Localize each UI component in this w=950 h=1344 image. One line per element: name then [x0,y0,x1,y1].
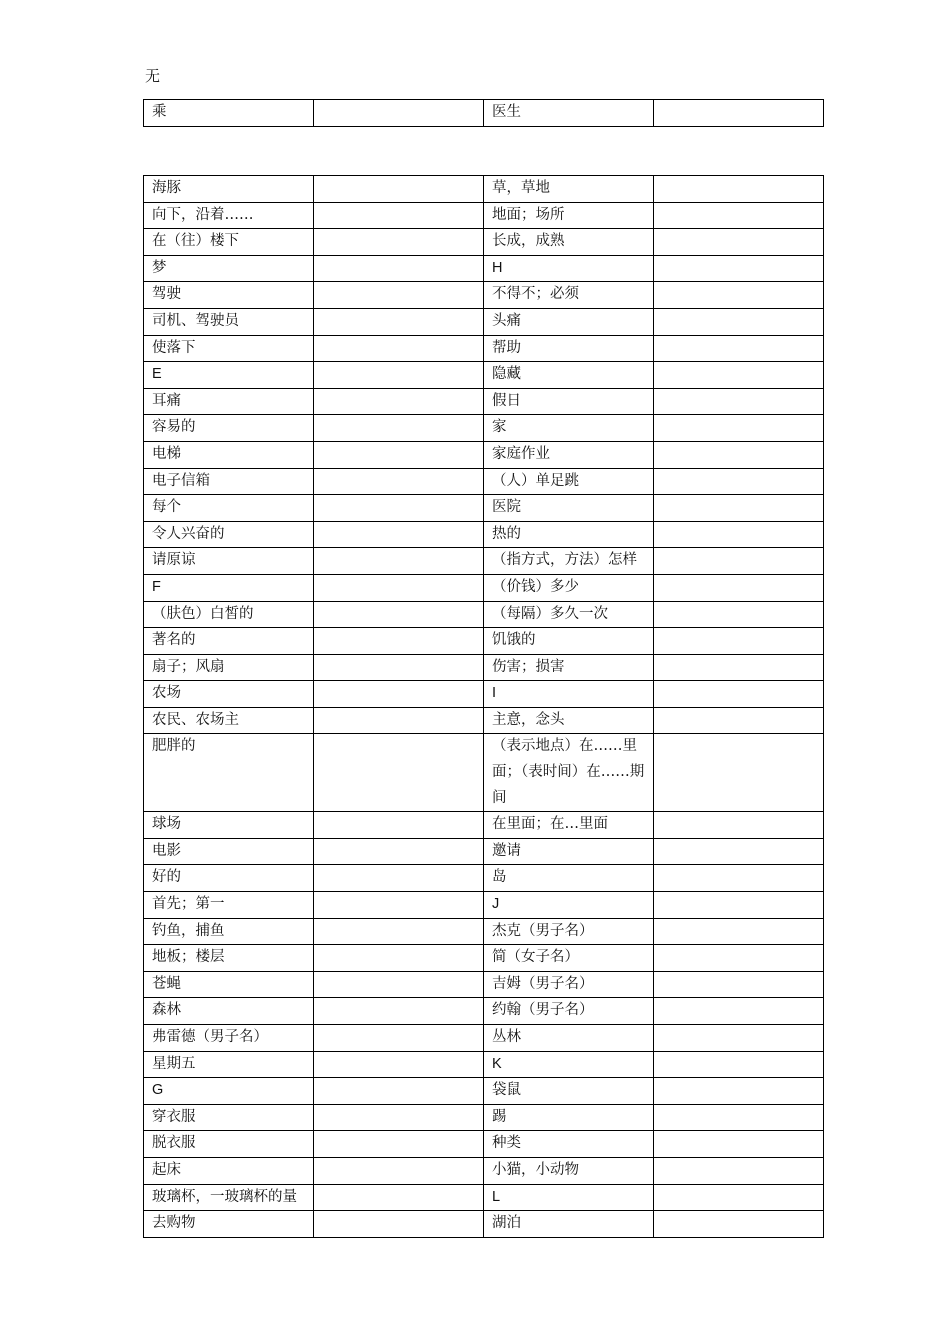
answer-cell[interactable] [654,707,824,734]
table-row [144,255,824,282]
answer-cell[interactable] [654,1078,824,1105]
answer-cell[interactable] [314,1157,484,1184]
answer-cell[interactable] [314,308,484,335]
answer-cell[interactable] [654,628,824,655]
answer-cell[interactable] [314,521,484,548]
answer-cell[interactable] [314,1211,484,1238]
chinese-meaning-cell: 假日 [484,388,654,415]
chinese-meaning-cell: 简（女子名） [484,945,654,972]
table-row [144,1078,824,1105]
chinese-meaning-cell: 乘 [144,100,314,127]
chinese-meaning-cell: 吉姆（男子名） [484,971,654,998]
chinese-meaning-cell: 电梯 [144,441,314,468]
chinese-meaning-cell: 邀请 [484,838,654,865]
answer-cell[interactable] [314,468,484,495]
answer-cell[interactable] [314,229,484,256]
table-row [144,335,824,362]
answer-cell[interactable] [314,388,484,415]
chinese-meaning-cell: 帮助 [484,335,654,362]
chinese-meaning-cell: 司机、驾驶员 [144,308,314,335]
table-row [144,1184,824,1211]
chinese-meaning-cell: （每隔）多久一次 [484,601,654,628]
chinese-meaning-cell: 星期五 [144,1051,314,1078]
chinese-meaning-cell: 长成，成熟 [484,229,654,256]
answer-cell[interactable] [654,282,824,309]
answer-cell[interactable] [654,812,824,839]
chinese-meaning-cell: 每个 [144,495,314,522]
answer-cell[interactable] [314,1184,484,1211]
answer-cell[interactable] [654,865,824,892]
chinese-meaning-cell: 弗雷德（男子名） [144,1025,314,1052]
chinese-meaning-cell: 在（往）楼下 [144,229,314,256]
answer-cell[interactable] [314,335,484,362]
answer-cell[interactable] [654,734,824,812]
chinese-meaning-cell: 请原谅 [144,548,314,575]
answer-cell[interactable] [654,945,824,972]
answer-cell[interactable] [654,574,824,601]
chinese-meaning-cell: J [484,892,654,919]
answer-cell[interactable] [654,1104,824,1131]
chinese-meaning-cell: 首先；第一 [144,892,314,919]
answer-cell[interactable] [314,548,484,575]
chinese-meaning-cell: 草，草地 [484,176,654,203]
chinese-meaning-cell: 著名的 [144,628,314,655]
chinese-meaning-cell: 电影 [144,838,314,865]
chinese-meaning-cell: K [484,1051,654,1078]
chinese-meaning-cell: 丛林 [484,1025,654,1052]
table-row [144,892,824,919]
table-row [144,998,824,1025]
chinese-meaning-cell: E [144,362,314,389]
chinese-meaning-cell: 医院 [484,495,654,522]
table-row [144,812,824,839]
table-row [144,574,824,601]
answer-cell[interactable] [654,100,824,127]
table-row [144,734,824,812]
chinese-meaning-cell: （肤色）白皙的 [144,601,314,628]
answer-cell[interactable] [654,415,824,442]
answer-cell[interactable] [654,1184,824,1211]
chinese-meaning-cell: 湖泊 [484,1211,654,1238]
chinese-meaning-cell: 扇子；风扇 [144,654,314,681]
answer-cell[interactable] [314,495,484,522]
table-row [144,415,824,442]
table-row [144,838,824,865]
chinese-meaning-cell: 好的 [144,865,314,892]
chinese-meaning-cell: 去购物 [144,1211,314,1238]
table-row [144,628,824,655]
page-heading: 无 [145,67,161,85]
chinese-meaning-cell: 隐藏 [484,362,654,389]
table-row [144,495,824,522]
chinese-meaning-cell: 穿衣服 [144,1104,314,1131]
table-row [144,707,824,734]
answer-cell[interactable] [654,838,824,865]
chinese-meaning-cell: （人）单足跳 [484,468,654,495]
answer-cell[interactable] [314,945,484,972]
chinese-meaning-cell: 种类 [484,1131,654,1158]
chinese-meaning-cell: 使落下 [144,335,314,362]
chinese-meaning-cell: 饥饿的 [484,628,654,655]
answer-cell[interactable] [654,495,824,522]
chinese-meaning-cell: 家庭作业 [484,441,654,468]
table-row [144,176,824,203]
chinese-meaning-cell: 农民、农场主 [144,707,314,734]
table-row [144,100,824,127]
chinese-meaning-cell: 地面；场所 [484,202,654,229]
table-row [144,362,824,389]
answer-cell[interactable] [314,812,484,839]
chinese-meaning-cell: 森林 [144,998,314,1025]
chinese-meaning-cell: 头痛 [484,308,654,335]
table-row [144,1104,824,1131]
answer-cell[interactable] [654,892,824,919]
chinese-meaning-cell: 伤害；损害 [484,654,654,681]
chinese-meaning-cell: 苍蝇 [144,971,314,998]
chinese-meaning-cell: 杰克（男子名） [484,918,654,945]
chinese-meaning-cell: 热的 [484,521,654,548]
chinese-meaning-cell: 脱衣服 [144,1131,314,1158]
chinese-meaning-cell: 踢 [484,1104,654,1131]
table-row [144,1051,824,1078]
chinese-meaning-cell: 海豚 [144,176,314,203]
answer-cell[interactable] [314,628,484,655]
answer-cell[interactable] [654,441,824,468]
answer-cell[interactable] [654,202,824,229]
answer-cell[interactable] [654,654,824,681]
answer-cell[interactable] [314,707,484,734]
chinese-meaning-cell: 梦 [144,255,314,282]
answer-cell[interactable] [314,734,484,812]
chinese-meaning-cell: 驾驶 [144,282,314,309]
table-row [144,441,824,468]
table-row [144,1025,824,1052]
chinese-meaning-cell: I [484,681,654,708]
table-row [144,308,824,335]
table-row [144,681,824,708]
answer-cell[interactable] [314,176,484,203]
chinese-meaning-cell: 农场 [144,681,314,708]
answer-cell[interactable] [314,971,484,998]
answer-cell[interactable] [654,362,824,389]
answer-cell[interactable] [654,176,824,203]
answer-cell[interactable] [654,1025,824,1052]
answer-cell[interactable] [314,654,484,681]
answer-cell[interactable] [314,1025,484,1052]
chinese-meaning-cell: 小猫，小动物 [484,1157,654,1184]
answer-cell[interactable] [654,229,824,256]
table-row [144,918,824,945]
answer-cell[interactable] [654,681,824,708]
chinese-meaning-cell: F [144,574,314,601]
chinese-meaning-cell: 约翰（男子名） [484,998,654,1025]
table-row [144,282,824,309]
answer-cell[interactable] [314,574,484,601]
answer-cell[interactable] [314,1104,484,1131]
table-row [144,945,824,972]
answer-cell[interactable] [654,308,824,335]
chinese-meaning-cell: 在里面；在…里面 [484,812,654,839]
chinese-meaning-cell: 肥胖的 [144,734,314,812]
answer-cell[interactable] [314,202,484,229]
table-row [144,1131,824,1158]
chinese-meaning-cell: 岛 [484,865,654,892]
answer-cell[interactable] [654,1051,824,1078]
answer-cell[interactable] [314,865,484,892]
answer-cell[interactable] [654,1131,824,1158]
table-row [144,1157,824,1184]
main-vocab-table [143,175,824,1238]
chinese-meaning-cell: （指方式，方法）怎样 [484,548,654,575]
chinese-meaning-cell: 家 [484,415,654,442]
answer-cell[interactable] [314,415,484,442]
top-vocab-table [143,99,824,127]
answer-cell[interactable] [314,892,484,919]
answer-cell[interactable] [654,1157,824,1184]
answer-cell[interactable] [314,1078,484,1105]
chinese-meaning-cell: 钓鱼，捕鱼 [144,918,314,945]
chinese-meaning-cell: G [144,1078,314,1105]
table-row [144,865,824,892]
answer-cell[interactable] [654,255,824,282]
chinese-meaning-cell: 主意，念头 [484,707,654,734]
chinese-meaning-cell: L [484,1184,654,1211]
chinese-meaning-cell: （表示地点）在……里面；（表时间）在……期间 [484,734,654,812]
table-row [144,971,824,998]
chinese-meaning-cell: 玻璃杯，一玻璃杯的量 [144,1184,314,1211]
table-row [144,548,824,575]
table-row [144,388,824,415]
answer-cell[interactable] [654,468,824,495]
table-row [144,229,824,256]
answer-cell[interactable] [314,362,484,389]
table-row [144,1211,824,1238]
answer-cell[interactable] [314,100,484,127]
chinese-meaning-cell: H [484,255,654,282]
table-row [144,521,824,548]
chinese-meaning-cell: 不得不；必须 [484,282,654,309]
answer-cell[interactable] [314,681,484,708]
answer-cell[interactable] [654,918,824,945]
answer-cell[interactable] [654,601,824,628]
answer-cell[interactable] [314,998,484,1025]
table-row [144,202,824,229]
chinese-meaning-cell: 电子信箱 [144,468,314,495]
chinese-meaning-cell: 向下，沿着…… [144,202,314,229]
chinese-meaning-cell: 袋鼠 [484,1078,654,1105]
chinese-meaning-cell: 地板；楼层 [144,945,314,972]
answer-cell[interactable] [654,548,824,575]
table-row [144,468,824,495]
chinese-meaning-cell: 球场 [144,812,314,839]
chinese-meaning-cell: 医生 [484,100,654,127]
chinese-meaning-cell: （价钱）多少 [484,574,654,601]
answer-cell[interactable] [314,1051,484,1078]
answer-cell[interactable] [654,335,824,362]
table-row [144,654,824,681]
chinese-meaning-cell: 耳痛 [144,388,314,415]
answer-cell[interactable] [314,918,484,945]
chinese-meaning-cell: 容易的 [144,415,314,442]
answer-cell[interactable] [654,1211,824,1238]
answer-cell[interactable] [654,388,824,415]
table-row [144,601,824,628]
chinese-meaning-cell: 起床 [144,1157,314,1184]
chinese-meaning-cell: 令人兴奋的 [144,521,314,548]
answer-cell[interactable] [654,971,824,998]
answer-cell[interactable] [314,255,484,282]
answer-cell[interactable] [314,838,484,865]
answer-cell[interactable] [654,521,824,548]
answer-cell[interactable] [654,998,824,1025]
answer-cell[interactable] [314,441,484,468]
answer-cell[interactable] [314,601,484,628]
answer-cell[interactable] [314,1131,484,1158]
answer-cell[interactable] [314,282,484,309]
